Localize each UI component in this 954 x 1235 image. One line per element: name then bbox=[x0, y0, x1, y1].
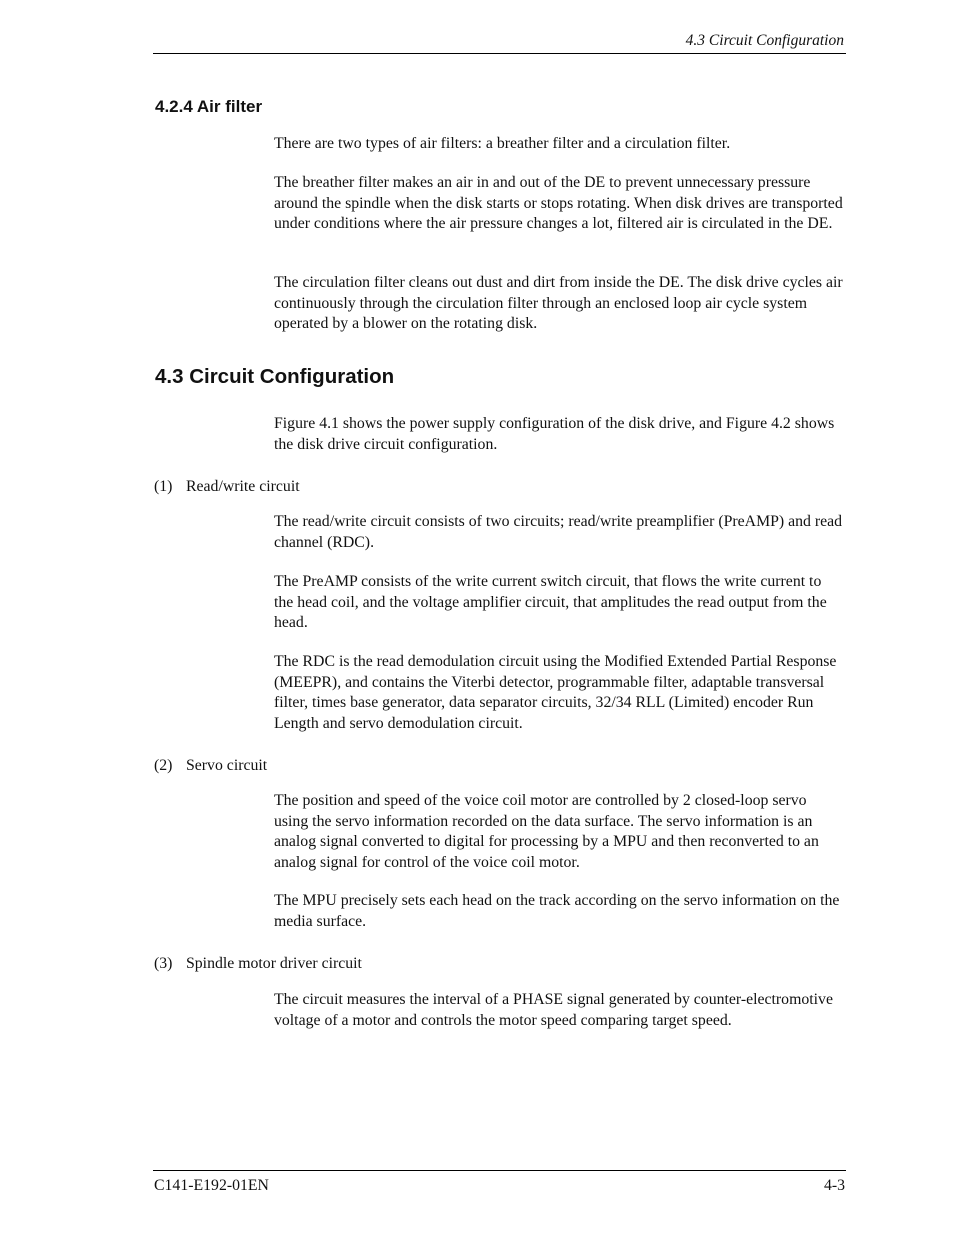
paragraph: There are two types of air filters: a breather filter and a circulation filter. bbox=[274, 135, 731, 152]
page-number: 4-3 bbox=[823, 1177, 845, 1194]
footer-rule bbox=[153, 1170, 846, 1171]
list-item-heading bbox=[154, 757, 267, 775]
item-number: (2) bbox=[154, 757, 173, 774]
item-label: Servo circuit bbox=[186, 757, 268, 774]
paragraph: The read/write circuit consists of two circuits; read/write preamplifier (PreAMP) and read channel (RDC). bbox=[274, 513, 843, 551]
item-label: Read/write circuit bbox=[186, 478, 300, 495]
section-heading-circuit-configuration: 4.3 Circuit Configuration bbox=[155, 365, 395, 388]
item-number: (3) bbox=[154, 955, 173, 972]
paragraph: The RDC is the read demodulation circuit using the Modified Extended Partial Response (MEEPR), and contains the Viterbi detector, programmable filter, adaptable transversal filter, times base generator, data separator circuits, 32/34 RLL (Limited) encoder Run Length and servo demodulation circuit. bbox=[274, 653, 837, 732]
paragraph: The circuit measures the interval of a PHASE signal generated by counter-electromotive voltage of a motor and controls the motor speed comparing target speed. bbox=[274, 991, 833, 1029]
paragraph: The breather filter makes an air in and out of the DE to prevent unnecessary pressure around the spindle when the disk starts or stops rotating. When disk drives are transported under conditions where the air pressure changes a lot, filtered air is circulated in the DE. bbox=[274, 174, 843, 232]
section-heading-air-filter: 4.2.4 Air filter bbox=[155, 97, 263, 116]
paragraph: The position and speed of the voice coil motor are controlled by 2 closed-loop servo using the servo information recorded on the data surface. The servo information is an analog signal converted to digital for processing by a MPU and then reconverted to an analog signal for control of the voice coil motor. bbox=[274, 792, 819, 871]
document-id: C141-E192-01EN bbox=[154, 1177, 269, 1194]
paragraph: The PreAMP consists of the write current switch circuit, that flows the write current to the head coil, and the voltage amplifier circuit, that amplitudes the read output from the head. bbox=[274, 573, 827, 631]
paragraph: Figure 4.1 shows the power supply configuration of the disk drive, and Figure 4.2 shows the disk drive circuit configuration. bbox=[274, 415, 835, 453]
paragraph: The circulation filter cleans out dust and dirt from inside the DE. The disk drive cycles air continuously through the circulation filter through an enclosed loop air cycle system operated by a blower on the rotating disk. bbox=[274, 274, 843, 332]
paragraph: The MPU precisely sets each head on the track according on the servo information on the media surface. bbox=[274, 892, 840, 930]
item-label: Spindle motor driver circuit bbox=[186, 955, 362, 972]
running-header: 4.3 Circuit Configuration bbox=[685, 32, 844, 49]
item-number: (1) bbox=[154, 478, 173, 495]
list-item-heading bbox=[154, 478, 300, 496]
list-item-heading bbox=[154, 955, 362, 973]
header-rule bbox=[153, 53, 846, 54]
